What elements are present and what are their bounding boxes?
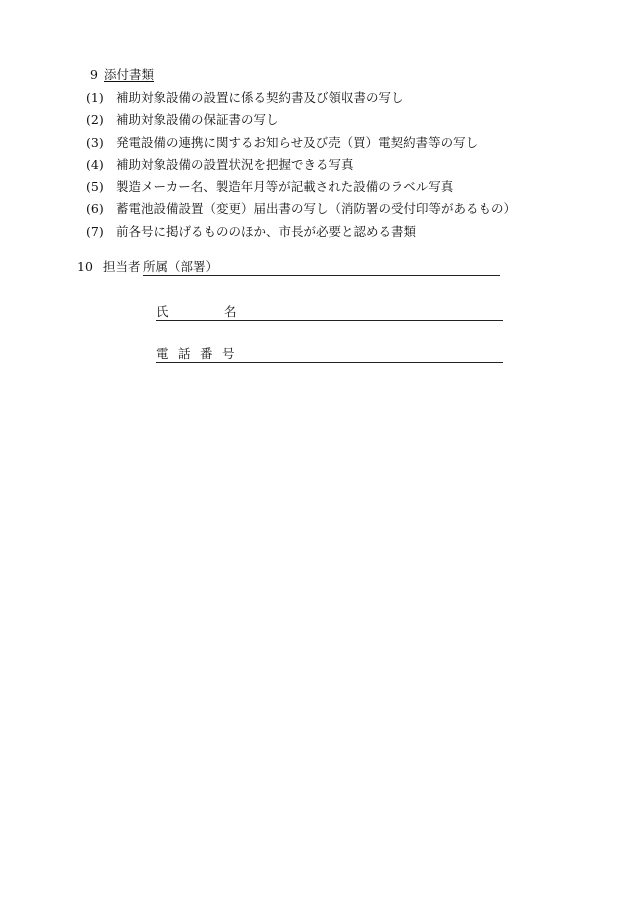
attachment-list: [86, 89, 516, 245]
phone-label: [156, 345, 244, 363]
name-label-char-1: 氏: [156, 304, 169, 319]
item-number: (6): [86, 201, 104, 217]
item-number: (3): [86, 134, 104, 150]
section-10-heading: [77, 258, 153, 276]
department-field[interactable]: [143, 258, 500, 276]
name-label-char-2: 名: [224, 304, 237, 319]
section-9-heading-underlined: [76, 67, 154, 82]
item-number: (4): [86, 156, 104, 172]
item-text: 前各号に掲げるもののほか、市長が必要と認める書類: [116, 223, 417, 239]
phone-label-char: 番: [200, 346, 213, 361]
section-10-title: 担当者: [103, 259, 141, 274]
item-number: (1): [86, 90, 104, 105]
item-text: 製造メーカー名、製造年月等が記載された設備のラベル写真: [116, 179, 454, 195]
section-9-title: 添付書類: [104, 67, 155, 82]
list-item: [86, 89, 516, 111]
list-item: [86, 134, 516, 156]
phone-label-char: 電: [156, 346, 169, 361]
department-underline: [143, 275, 500, 276]
list-item: [86, 156, 516, 178]
list-item: [86, 111, 516, 133]
name-field[interactable]: [156, 303, 503, 321]
phone-field[interactable]: [156, 345, 503, 363]
list-item: [86, 178, 516, 200]
phone-underline: [156, 362, 503, 363]
item-number: (2): [86, 112, 104, 128]
section-10-number: 10: [77, 259, 93, 274]
section-9-heading: [76, 66, 154, 84]
item-text: 発電設備の連携に関するお知らせ及び売（買）電契約書等の写し: [116, 134, 479, 150]
department-label: 所属（部署）: [143, 259, 219, 274]
item-text: 補助対象設備の保証書の写し: [116, 112, 279, 128]
name-underline: [156, 320, 503, 321]
item-text: 蓄電池設備設置（変更）届出書の写し（消防署の受付印等があるもの）: [116, 201, 517, 217]
list-item: [86, 200, 516, 222]
item-number: (7): [86, 223, 104, 239]
item-text: 補助対象設備の設置に係る契約書及び領収書の写し: [116, 90, 404, 105]
list-item: [86, 223, 516, 245]
name-label: [156, 303, 237, 321]
section-9-number: 9: [90, 67, 98, 82]
phone-label-char: 話: [178, 346, 191, 361]
item-number: (5): [86, 179, 104, 195]
phone-label-char: 号: [222, 346, 235, 361]
item-text: 補助対象設備の設置状況を把握できる写真: [116, 156, 354, 172]
